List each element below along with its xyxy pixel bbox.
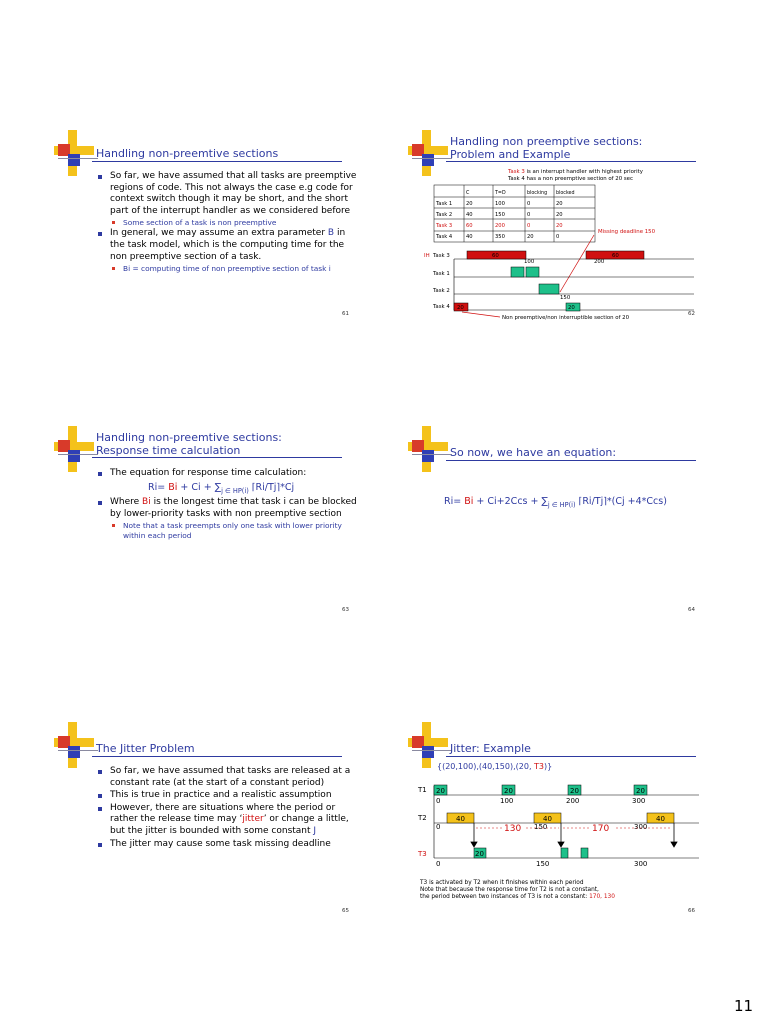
nonpreemptive-label: Non preemptive/non interruptible section of 20 [502,315,630,321]
sub-bullet-item: Bi = computing time of non preemptive section of task i [96,264,361,274]
slide-title: Handling non preemptive sections: Problem and Example [450,135,643,161]
task4-bar-label: 20 [568,305,575,311]
slide-title: Jitter: Example [450,742,531,755]
slide-62 [354,130,738,430]
note-line: Note that because the response time for T2 is not a constant, [420,887,599,893]
tick-label: 0 [436,860,441,868]
bar-value: 20 [475,850,484,858]
missing-deadline-label: Missing deadline 150 [598,229,656,235]
bullet-list [96,497,361,541]
response-time-equation: $Ri= Bi + Ci+2Ccs + \sum_{j \in HP(i)}$ ⌈Ri/Tj⌉*(Cj +4*Ccs) [444,496,667,509]
slide-number: 63 [342,607,349,613]
slide-title: So now, we have an equation: [450,446,617,459]
slide-number: 61 [342,311,349,317]
slide-number: 65 [342,908,349,914]
tick-label: 100 [524,259,535,265]
t2-bars [447,813,674,823]
bar-value: 40 [543,815,552,823]
t3-bars [474,848,588,858]
timeline-axes [454,259,694,310]
table-cell: 20 [556,212,563,218]
slide-63 [0,426,384,726]
bullet-list [96,468,361,481]
table-header-cell: T=D [495,191,506,196]
table-cell: 20 [556,223,563,229]
bullet-list [96,766,361,851]
t2-label: T2 [418,814,427,822]
note-line: the period between two instances of T3 is not a constant: 170, 130 [420,894,615,900]
bullet-list [96,171,361,274]
table-cell: 20 [556,201,563,207]
task1-bar [511,267,524,277]
tick-label: 150 [560,295,571,301]
table-cell: Task 1 [436,201,453,207]
table-cell: Task 3 [436,223,453,229]
bar-value: 20 [504,787,513,795]
table-header-cell: blocked [556,191,575,196]
table-cell: 0 [527,201,531,207]
bullet-item: However, there are situations where the period or rather the release time may ‘jitter’ or change a little, but the jitter is bounded with some constant J [96,803,361,838]
tick-label: 0 [436,823,441,831]
table-header-cell: C [466,191,470,196]
tick-label: 200 [594,259,605,265]
task3-label: Task 3 [433,253,450,259]
response-time-equation: $Ri= Bi + Ci + \sum_{j \in HP(i)}$ ⌈Ri/Tj⌉*Cj [148,482,295,495]
bar-value: 40 [456,815,465,823]
table-cell: 150 [495,212,505,218]
note-line: T3 is activated by T2 when it finishes within each period [420,880,584,886]
note-line-1: Task 3 is an interrupt handler with highest priority [508,169,643,175]
task-table-cells [435,190,575,240]
bullet-item: The jitter may cause some task missing deadline [96,839,361,851]
table-header-cell: blocking [527,191,548,196]
t1-bars [434,785,647,795]
slide-title: Handling non-preemtive sections: Response time calculation [96,431,282,457]
table-cell: 200 [495,223,505,229]
t1-label: T1 [418,786,427,794]
bullet-item: In general, we may assume an extra parameter B in the task model, which is the computing time for the non preemptive section of a task. [96,228,361,263]
table-cell: 20 [527,234,534,240]
jitter-example-figure [354,758,738,948]
slide-61 [0,130,384,430]
note-line-2: Task 4 has a non preemptive section of 20 sec [508,176,633,182]
task2-label: Task 2 [433,288,450,294]
slide-title: Handling non-preemtive sections [96,147,279,160]
page-number: 11 [734,997,754,1015]
bar-value: 20 [570,787,579,795]
tick-label: 150 [536,860,550,868]
nonpreemptive-arrow [462,312,500,317]
tick-label: 300 [634,860,648,868]
title-rule [92,161,342,162]
bar-value: 40 [656,815,665,823]
tick-label: 0 [436,797,441,805]
title-rule [92,756,342,757]
table-cell: 0 [527,212,531,218]
slide-logo [54,130,94,176]
task4-bar-label: 20 [457,305,464,311]
slide-logo [408,426,448,472]
interval-170: 170 [592,824,610,834]
bullet-item: This is true in practice and a realistic assumption [96,790,361,802]
table-cell: Task 2 [436,212,453,218]
bullet-item: So far, we have assumed that all tasks are preemptive regions of code. This not always the case e.g code for context switch though it may be short, and the short part of the interrupt handler as we considered before [96,171,361,217]
ih-label: IH [424,253,430,259]
tick-label: 300 [632,797,646,805]
slide-64 [354,426,738,726]
table-cell: Task 4 [436,234,453,240]
slide-title: The Jitter Problem [96,742,195,755]
table-cell: 60 [466,223,473,229]
bullet-item: So far, we have assumed that tasks are released at a constant rate (at the start of a constant period) [96,766,361,789]
table-cell: 350 [495,234,505,240]
bar-value: 20 [436,787,445,795]
bar-value: 20 [636,787,645,795]
bullet-item: The equation for response time calculation: [96,468,361,480]
title-rule [446,756,696,757]
tick-label: 100 [500,797,514,805]
title-rule [446,460,696,461]
slide-logo [54,426,94,472]
t3-label: T3 [418,850,427,858]
table-cell: 20 [466,201,473,207]
table-cell: 0 [556,234,560,240]
slide-number: 66 [688,908,695,914]
tick-label: 200 [566,797,580,805]
task3-bar-label: 60 [612,253,619,259]
table-cell: 100 [495,201,505,207]
blocking-example-figure [354,160,738,370]
table-cell: 40 [466,212,473,218]
task4-label: Task 4 [433,304,450,310]
slide-number: 64 [688,607,695,613]
slide-66 [354,722,738,1022]
task1-bar [526,267,539,277]
bullet-item: Where Bi is the longest time that task i can be blocked by lower-priority tasks with non preemptive section [96,497,361,520]
slide-65 [0,722,384,1022]
slide-number: 62 [688,311,695,317]
sub-bullet-item: Some section of a task is non preemptive [96,218,361,228]
task3-bar-label: 60 [492,253,499,259]
slide-logo [54,722,94,768]
sub-bullet-item: Note that a task preempts only one task with lower priority within each period [96,521,361,541]
tick-label: 300 [634,823,648,831]
table-cell: 40 [466,234,473,240]
interval-130: 130 [504,824,522,834]
task-set: {(20,100),(40,150),(20, T3)} [437,762,553,771]
task1-label: Task 1 [433,271,450,277]
tick-label: 150 [534,823,548,831]
table-cell: 0 [527,223,531,229]
title-rule [92,457,342,458]
task2-bar [539,284,559,294]
missing-deadline-arrow [560,235,594,292]
